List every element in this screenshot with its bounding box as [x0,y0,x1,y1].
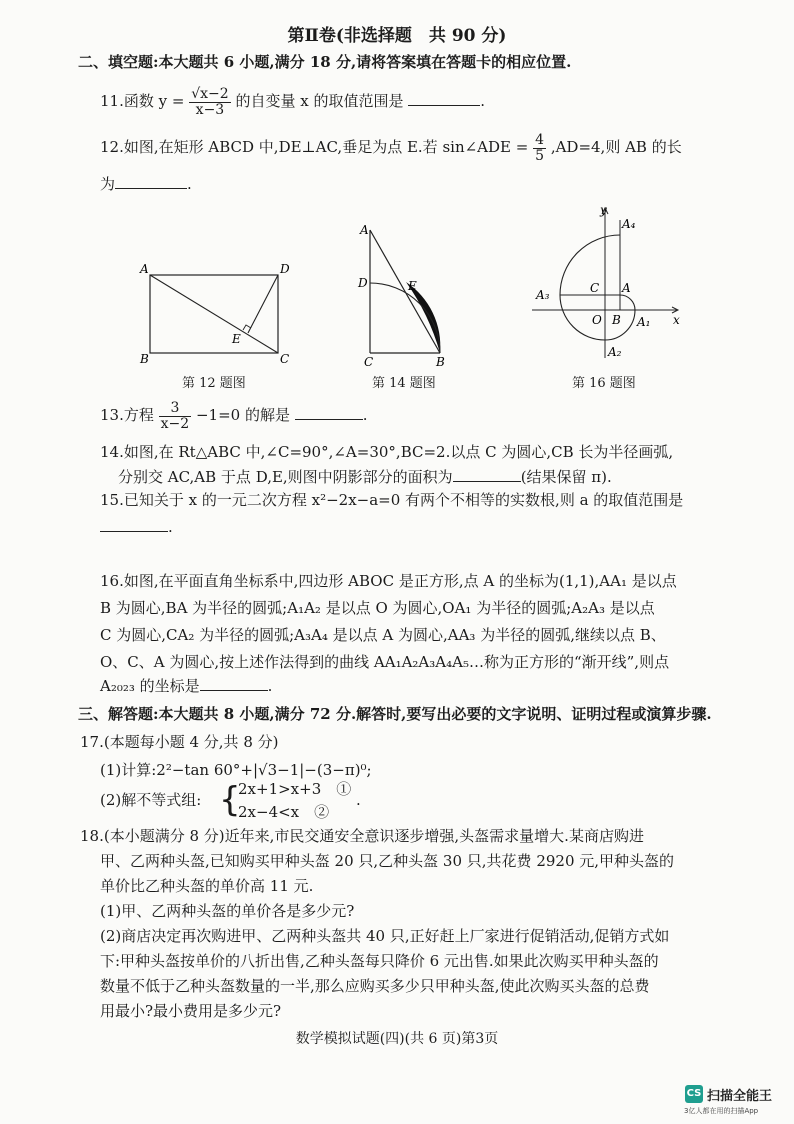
question-18-line8: 用最小?最小费用是多少元? [100,1002,282,1020]
label-a: A [360,223,369,237]
label-c: C [364,355,374,369]
figure-16 [530,200,690,365]
label-b: B [436,355,445,369]
question-14-line1: 14.如图,在 Rt△ABC 中,∠C=90°,∠A=30°,BC=2.以点 C 为圆心,CB 长为半径画弧, [100,443,674,461]
inequality-1: 2x+1>x+3 ① [238,780,352,798]
label-a2: A₂ [608,345,622,359]
question-18-line2: 甲、乙两种头盔,已知购买甲种头盔 20 只,乙种头盔 30 只,共花费 2920 元,甲种头盔的 [100,852,675,870]
question-18-line5: (2)商店决定再次购进甲、乙两种头盔共 40 只,正好赶上厂家进行促销活动,促销方式如 [100,927,670,945]
label-e: E [232,332,241,346]
segment-de [248,275,278,333]
question-12-line2: 为 . [100,175,192,193]
question-18-line7: 数量不低于乙种头盔数量的一半,那么应购买多少只甲种头盔,使此次购买头盔的总费 [100,977,650,995]
question-16-line3: C 为圆心,CA₂ 为半径的圆弧;A₃A₄ 是以点 A 为圆心,AA₃ 为半径的圆弧,继续以点 B、 [100,626,666,644]
answer-blank-16[interactable] [200,676,268,691]
q11-fraction: $\frac{√x-2}{x-3}$ [191,85,229,118]
label-c: C [590,281,600,295]
question-16-line2: B 为圆心,BA 为半径的圆弧;A₁A₂ 是以点 O 为圆心,OA₁ 为半径的圆弧;A₂A₃ 是以点 [100,599,655,617]
label-d: D [358,276,368,290]
watermark-app-name: 扫描全能王 [707,1089,773,1104]
section-title: 第Ⅱ卷(非选择题 共 90 分) [287,26,507,46]
question-11: 11.函数 y = $\frac{√x-2}{x-3}$ 的自变量 x 的取值范围是 . [100,85,486,118]
label-a3: A₃ [536,288,550,302]
part2-heading: 二、填空题:本大题共 6 小题,满分 18 分,请将答案填在答题卡的相应位置. [78,53,572,71]
side-ab [370,230,440,353]
page-footer: 数学模拟试题(四)(共 6 页)第3页 [295,1031,499,1047]
question-12: 12.如图,在矩形 ABCD 中,DE⊥AC,垂足为点 E.若 sin∠ADE = $\frac{4}{5}$ ,AD=4,则 AB 的长 [100,131,682,164]
answer-blank-12[interactable] [115,174,187,189]
system-brace: { [219,780,241,820]
answer-blank-13[interactable] [295,405,363,420]
part3-heading: 三、解答题:本大题共 8 小题,满分 72 分.解答时,要写出必要的文字说明、证明过程或演算步骤. [78,705,712,723]
question-18-line1: 18.(本小题满分 8 分)近年来,市民交通安全意识逐步增强,头盔需求量增大.某商店购进 [80,827,644,845]
question-18-line6: 下:甲种头盔按单价的八折出售,乙种头盔每只降价 6 元出售.如果此次购买甲种头盔的 [100,952,659,970]
question-13: 13.方程 $\frac{3}{x-2}$ −1=0 的解是 . [100,399,368,432]
question-16-line5: A₂₀₂₃ 的坐标是 . [100,677,273,695]
q13-fraction: $\frac{3}{x-2}$ [160,399,190,432]
figure-12-caption: 第 12 题图 [182,376,246,391]
figure-14 [350,220,460,370]
figure-12 [130,255,300,367]
figure-14-caption: 第 14 题图 [372,376,436,391]
figure-16-caption: 第 16 题图 [572,376,636,391]
label-b: B [140,352,149,366]
question-16-line1: 16.如图,在平面直角坐标系中,四边形 ABOC 是正方形,点 A 的坐标为(1,1),AA₁ 是以点 [100,572,677,590]
label-b: B [612,313,621,327]
label-a1: A₁ [637,315,651,329]
q12-fraction: $\frac{4}{5}$ [535,131,545,164]
camscanner-logo-icon: CS [685,1085,703,1103]
question-15-line2: . [100,517,173,537]
label-a4: A₄ [622,217,636,231]
question-18-line3: 单价比乙种头盔的单价高 11 元. [100,877,314,895]
label-a: A [140,262,149,276]
question-17-part1: (1)计算:2²−tan 60°+|√3−1|−(3−π)⁰; [100,761,372,779]
square-aboc [605,295,620,310]
question-14-line2: 分别交 AC,AB 于点 D,E,则图中阴影部分的面积为 (结果保留 π). [118,468,612,486]
answer-blank-11[interactable] [408,91,480,106]
question-15-line1: 15.已知关于 x 的一元二次方程 x²−2x−a=0 有两个不相等的实数根,则 a 的取值范围是 [100,491,684,509]
label-y: y [600,203,607,217]
watermark-tagline: 3亿人都在用的扫描App [684,1107,759,1115]
answer-blank-14[interactable] [453,467,521,482]
label-c: C [280,352,290,366]
label-e: E [408,279,417,293]
answer-blank-15[interactable] [100,517,168,532]
diagonal-ac [150,275,278,353]
inequality-2: 2x−4<x ② [238,803,330,821]
question-16-line4: O、C、A 为圆心,按上述作法得到的曲线 AA₁A₂A₃A₄A₅…称为正方形的“渐开线”,则点 [100,653,670,671]
label-x: x [673,313,680,327]
arc-a-a1 [620,295,635,310]
label-d: D [280,262,290,276]
label-o: O [592,313,602,327]
question-17-end: . [356,791,361,809]
label-a: A [622,281,631,295]
question-17-part2: (2)解不等式组: [100,791,202,809]
question-17-header: 17.(本题每小题 4 分,共 8 分) [80,733,279,751]
question-18-line4: (1)甲、乙两种头盔的单价各是多少元? [100,902,355,920]
